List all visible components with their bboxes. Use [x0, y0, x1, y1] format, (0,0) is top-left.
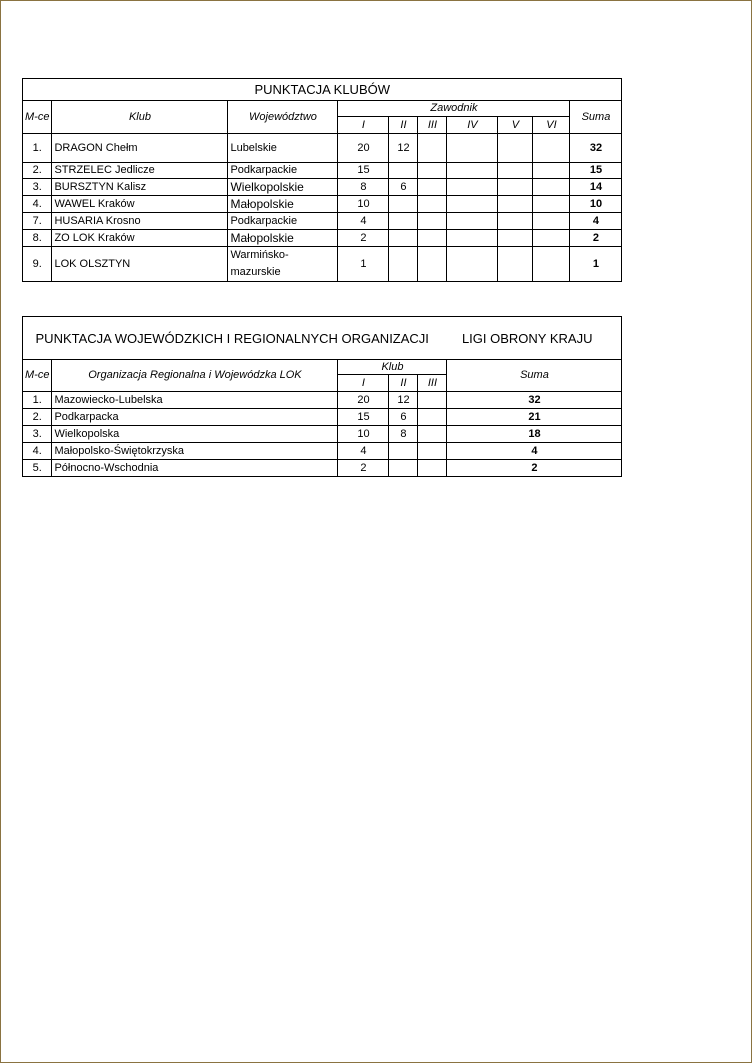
row-score — [447, 163, 498, 179]
row-sum: 4 — [447, 443, 622, 460]
row-score — [498, 247, 533, 282]
table-row — [23, 213, 622, 230]
table-row — [23, 163, 622, 179]
row-score — [389, 443, 418, 460]
row-score — [389, 230, 418, 247]
row-score — [533, 213, 570, 230]
row-club: ZO LOK Kraków — [52, 230, 228, 247]
row-sum: 32 — [570, 134, 622, 163]
row-score — [418, 163, 447, 179]
row-score — [533, 179, 570, 196]
row-score — [389, 247, 418, 282]
row-place: 3. — [23, 426, 52, 443]
row-score — [418, 460, 447, 477]
row-province: Podkarpackie — [228, 213, 338, 230]
row-place: 4. — [23, 443, 52, 460]
row-score: 1 — [338, 247, 389, 282]
row-score — [418, 392, 447, 409]
row-place: 1. — [23, 134, 52, 163]
header-place: M-ce — [23, 101, 52, 134]
row-sum: 4 — [570, 213, 622, 230]
row-score — [447, 247, 498, 282]
clubs-table — [22, 78, 622, 282]
table-row — [23, 230, 622, 247]
row-score: 10 — [338, 196, 389, 213]
row-score — [447, 196, 498, 213]
row-score — [533, 247, 570, 282]
table-row — [23, 392, 622, 409]
row-club: LOK OLSZTYN — [52, 247, 228, 282]
row-place: 5. — [23, 460, 52, 477]
row-sum: 14 — [570, 179, 622, 196]
clubs-table-title: PUNKTACJA KLUBÓW — [23, 79, 622, 101]
row-club: DRAGON Chełm — [52, 134, 228, 163]
row-province: Lubelskie — [228, 134, 338, 163]
row-province: Małopolskie — [228, 196, 338, 213]
row-org: Północno-Wschodnia — [52, 460, 338, 477]
row-score: 8 — [338, 179, 389, 196]
table-row — [23, 426, 622, 443]
table-row — [23, 247, 622, 282]
org-title-right: LIGI OBRONY KRAJU — [461, 330, 593, 346]
row-score: 20 — [338, 134, 389, 163]
row-score — [447, 134, 498, 163]
row-score — [418, 196, 447, 213]
row-org: Podkarpacka — [52, 409, 338, 426]
table-row — [23, 134, 622, 163]
row-score: 2 — [338, 460, 389, 477]
row-score — [447, 230, 498, 247]
header-sub-3: III — [418, 117, 447, 134]
row-score — [418, 409, 447, 426]
row-score: 20 — [338, 392, 389, 409]
row-place: 9. — [23, 247, 52, 282]
row-org: Mazowiecko-Lubelska — [52, 392, 338, 409]
row-score — [498, 163, 533, 179]
table-row — [23, 179, 622, 196]
row-score — [418, 247, 447, 282]
row-sum: 32 — [447, 392, 622, 409]
header-sub-4: IV — [447, 117, 498, 134]
org-table — [22, 316, 622, 477]
header-club: Klub — [52, 101, 228, 134]
row-sum: 2 — [570, 230, 622, 247]
row-province: Podkarpackie — [228, 163, 338, 179]
row-club: HUSARIA Krosno — [52, 213, 228, 230]
row-score — [447, 179, 498, 196]
header-competitor: Zawodnik — [338, 101, 570, 117]
row-sum: 15 — [570, 163, 622, 179]
row-score: 15 — [338, 409, 389, 426]
row-score — [418, 134, 447, 163]
header-province: Województwo — [228, 101, 338, 134]
row-province: Wielkopolskie — [228, 179, 338, 196]
row-score — [498, 213, 533, 230]
table-row — [23, 196, 622, 213]
row-score: 8 — [389, 426, 418, 443]
row-score — [498, 179, 533, 196]
row-score: 12 — [389, 392, 418, 409]
row-sum: 18 — [447, 426, 622, 443]
row-score — [418, 230, 447, 247]
header-sum: Suma — [447, 360, 622, 392]
header-sum: Suma — [570, 101, 622, 134]
header-sub-2: II — [389, 117, 418, 134]
header-sub-1: I — [338, 375, 389, 392]
header-sub-5: V — [498, 117, 533, 134]
row-place: 8. — [23, 230, 52, 247]
row-sum: 2 — [447, 460, 622, 477]
row-score — [533, 196, 570, 213]
row-score — [533, 163, 570, 179]
row-province: Warmińsko-mazurskie — [228, 247, 338, 282]
row-province: Małopolskie — [228, 230, 338, 247]
row-org: Małopolsko-Świętokrzyska — [52, 443, 338, 460]
row-place: 4. — [23, 196, 52, 213]
org-table-title — [23, 317, 622, 360]
header-sub-3: III — [418, 375, 447, 392]
org-title-left: PUNKTACJA WOJEWÓDZKICH I REGIONALNYCH ORGANIZACJI — [35, 330, 429, 346]
row-score — [418, 443, 447, 460]
row-score: 12 — [389, 134, 418, 163]
row-score — [418, 426, 447, 443]
row-org: Wielkopolska — [52, 426, 338, 443]
table-row — [23, 443, 622, 460]
row-score: 6 — [389, 409, 418, 426]
row-place: 1. — [23, 392, 52, 409]
table-row — [23, 460, 622, 477]
header-sub-6: VI — [533, 117, 570, 134]
row-score: 4 — [338, 443, 389, 460]
row-score — [533, 134, 570, 163]
row-score — [498, 134, 533, 163]
row-score: 15 — [338, 163, 389, 179]
row-score: 10 — [338, 426, 389, 443]
row-club: WAWEL Kraków — [52, 196, 228, 213]
row-score: 6 — [389, 179, 418, 196]
row-sum: 1 — [570, 247, 622, 282]
row-score — [533, 230, 570, 247]
row-score — [498, 196, 533, 213]
row-sum: 10 — [570, 196, 622, 213]
header-sub-2: II — [389, 375, 418, 392]
row-score — [389, 163, 418, 179]
row-place: 2. — [23, 409, 52, 426]
row-score — [389, 213, 418, 230]
header-org: Organizacja Regionalna i Wojewódzka LOK — [52, 360, 338, 392]
row-place: 3. — [23, 179, 52, 196]
row-sum: 21 — [447, 409, 622, 426]
row-score — [389, 196, 418, 213]
row-score — [447, 213, 498, 230]
row-place: 7. — [23, 213, 52, 230]
table-row — [23, 409, 622, 426]
row-score: 4 — [338, 213, 389, 230]
header-place: M-ce — [23, 360, 52, 392]
row-score — [418, 213, 447, 230]
header-sub-1: I — [338, 117, 389, 134]
row-place: 2. — [23, 163, 52, 179]
row-club: BURSZTYN Kalisz — [52, 179, 228, 196]
header-club: Klub — [338, 360, 447, 375]
row-score: 2 — [338, 230, 389, 247]
row-score — [498, 230, 533, 247]
row-score — [389, 460, 418, 477]
row-club: STRZELEC Jedlicze — [52, 163, 228, 179]
row-score — [418, 179, 447, 196]
